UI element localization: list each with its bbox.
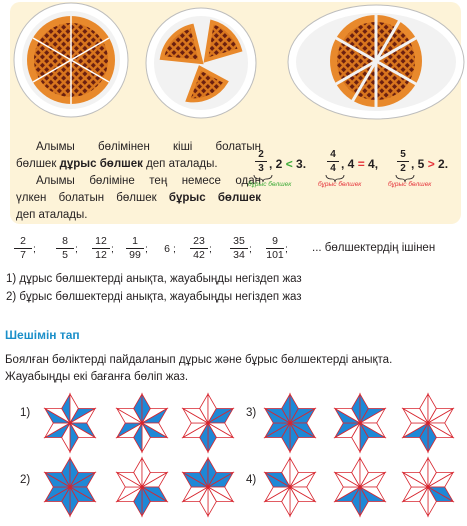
example-1-fraction: 2 3 [255,149,267,174]
fraction-item [190,236,208,261]
rule-line-1: Алымы бөлімінен кіші болатын [36,141,261,153]
rule-line-5: деп аталады. [16,209,88,221]
fraction-item [266,236,284,261]
star-figure [335,394,385,452]
rule-line-2: бөлшек дұрыс бөлшек деп аталады. [16,158,218,170]
fraction-item [56,236,74,261]
star-figure [45,394,95,452]
fraction-numerator: 8 [62,235,68,247]
instruction-line-2: Жауабыңды екі бағанға бөліп жаз. [5,371,189,383]
star-figure [183,394,233,452]
section-heading: Шешімін тап [5,328,80,342]
separator: ; [209,243,212,255]
star-figure [45,458,95,516]
group-3-label: 3) [246,407,257,419]
fraction-item: 6 [164,243,170,255]
fraction-item [14,236,32,261]
example-1-compare: , 2 < 3. [269,157,307,171]
fraction-item [126,236,144,261]
separator: ; [75,243,78,255]
star-figures [0,390,467,526]
fraction-item [92,236,110,261]
fraction-denominator: 42 [193,249,205,261]
separator: ; [33,243,36,255]
star-figure [265,458,315,516]
rule-text [16,139,261,224]
star-figure [403,458,453,516]
task-1: 1) дұрыс бөлшектерді анықта, жауабыңды негіздеп жаз [6,273,302,285]
example-2-fraction: 4 4 [327,149,339,174]
proper-fraction-term: дұрыс бөлшек [59,158,143,170]
improper-fraction-term: бұрыс бөлшек [168,192,261,204]
fraction-list [14,236,464,264]
instruction-line-1: Боялған бөліктерді пайдаланып дұрыс және бұрыс бөлшектерді анықта. [5,354,393,366]
example-braces [252,174,422,182]
group-1-label: 1) [20,407,31,419]
rule-line-4: үлкен болатын бөлшек бұрыс бөлшек [16,192,261,204]
fraction-numerator: 2 [20,235,26,247]
fraction-numerator: 23 [193,235,205,247]
separator: ; [285,243,288,255]
fraction-denominator: 34 [233,249,245,261]
fraction-denominator: 12 [95,249,107,261]
group-2-label: 2) [20,474,31,486]
example-3-fraction: 5 2 [397,149,409,174]
pie-illustration [0,0,467,120]
fraction-denominator: 101 [266,249,284,261]
fraction-denominator: 99 [129,249,141,261]
example-3-label: бұрыс бөлшек [388,181,432,188]
separator: ; [173,243,176,255]
examples [248,149,464,197]
example-3-compare: , 5 > 2. [411,157,449,171]
fraction-numerator: 35 [233,235,245,247]
fraction-numerator: 1 [132,235,138,247]
separator: ; [145,243,148,255]
star-figure [335,458,385,516]
fraction-item [230,236,248,261]
fraction-denominator: 5 [62,249,68,261]
star-figure [403,394,453,452]
separator: ; [249,243,252,255]
group-4-label: 4) [246,474,257,486]
fraction-denominator: 7 [20,249,26,261]
fraction-numerator: 9 [272,235,278,247]
star-figure [183,458,233,516]
rule-line-3: Алымы бөліміне тең немесе одан [36,175,261,187]
fraction-list-tail: ... бөлшектердің ішінен [312,242,436,254]
example-1-label: дұрыс бөлшек [248,181,292,188]
separator: ; [111,243,114,255]
example-2-compare: , 4 = 4, [341,157,379,171]
example-2-label: бұрыс бөлшек [318,181,362,188]
fraction-numerator: 12 [95,235,107,247]
task-2: 2) бұрыс бөлшектерді анықта, жауабыңды негіздеп жаз [6,291,302,303]
whole-pie-icon [27,16,115,104]
star-figure [265,394,315,452]
star-figure [117,394,167,452]
star-figure [117,458,167,516]
